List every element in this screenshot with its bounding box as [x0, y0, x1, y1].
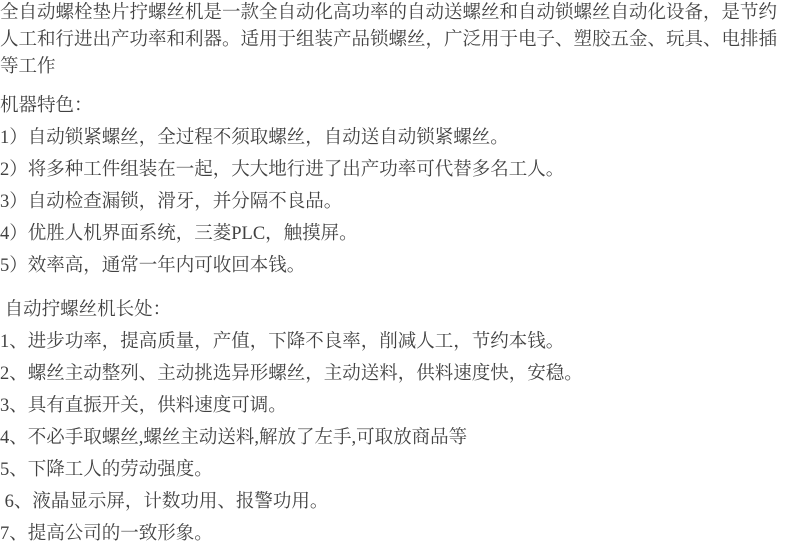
feature-item-4: 4）优胜人机界面系统，三菱PLC，触摸屏。	[0, 224, 358, 244]
intro-line-2: 人工和行进出产功率和利器。适用于组装产品锁螺丝，广泛用于电子、塑胶五金、玩具、电排插	[0, 30, 778, 50]
advantage-item-7: 7、提高公司的一致形象。	[0, 524, 213, 544]
advantage-item-1: 1、进步功率，提高质量，产值，下降不良率，削减人工，节约本钱。	[0, 332, 565, 352]
advantage-item-5: 5、下降工人的劳动强度。	[0, 460, 213, 480]
advantage-item-3: 3、具有直振开关，供料速度可调。	[0, 396, 287, 416]
feature-item-3: 3）自动检查漏锁，滑牙，并分隔不良品。	[0, 192, 343, 212]
intro-line-1: 全自动螺栓垫片拧螺丝机是一款全自动化高功率的自动送螺丝和自动锁螺丝自动化设备，是节约	[0, 3, 778, 23]
advantages-section	[0, 294, 790, 546]
advantage-item-4: 4、不必手取螺丝,螺丝主动送料,解放了左手,可取放商品等	[0, 428, 468, 448]
advantages-title: 自动拧螺丝机长处：	[0, 300, 172, 320]
features-title: 机器特色：	[0, 96, 93, 116]
advantage-item-2: 2、螺丝主动整列、主动挑选异形螺丝，主动送料，供料速度快，安稳。	[0, 364, 583, 384]
advantage-item-6: 6、液晶显示屏，计数功用、报警功用。	[0, 492, 329, 512]
intro-paragraph	[0, 0, 790, 81]
feature-item-2: 2）将多种工件组装在一起，大大地行进了出产功率可代替多名工人。	[0, 160, 565, 180]
feature-item-1: 1）自动锁紧螺丝，全过程不须取螺丝，自动送自动锁紧螺丝。	[0, 128, 509, 148]
feature-item-5: 5）效率高，通常一年内可收回本钱。	[0, 256, 306, 276]
features-section	[0, 90, 790, 282]
intro-line-3: 等工作	[0, 57, 56, 77]
